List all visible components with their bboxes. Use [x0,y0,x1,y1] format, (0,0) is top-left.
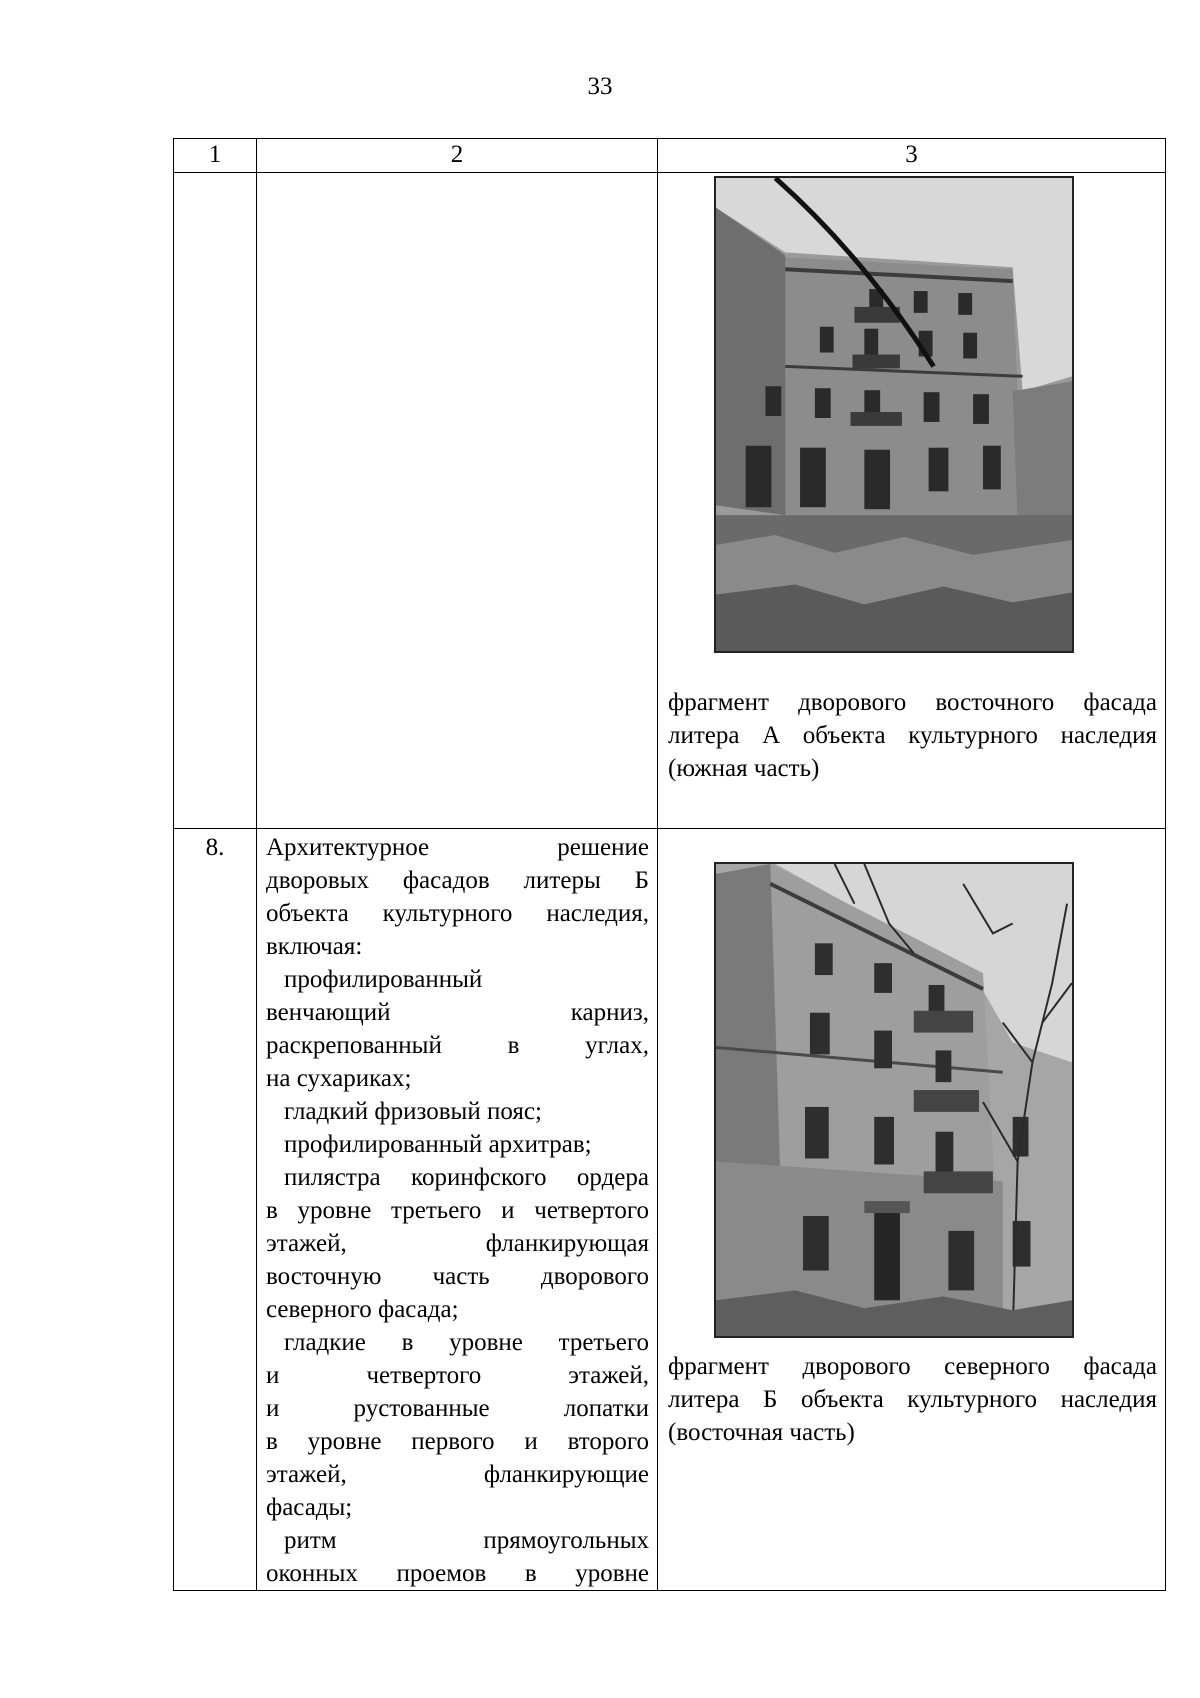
description-line: и четвертого этажей, [266,1362,649,1389]
caption-line: фрагмент дворового восточного фасада [668,689,1157,716]
description-line: в уровне первого и второго [266,1428,649,1455]
description-line: и рустованные лопатки [266,1395,649,1422]
page-number: 33 [587,73,613,100]
description-line: включая: [266,933,363,960]
photo-caption [668,1350,1157,1449]
description-line: Архитектурное решение [266,834,649,861]
table-row [174,829,1166,1591]
description-line: гладкий фризовый пояс; [284,1098,542,1125]
description-line: объекта культурного наследия, [266,900,649,927]
description-line: северного фасада; [266,1296,459,1323]
header-col-1: 1 [174,139,257,173]
description-line: венчающий карниз, [266,999,649,1026]
photo-cell [658,829,1166,1591]
facade-photo-litera-a [714,176,1074,653]
number-cell-empty [174,173,257,829]
caption-line: фрагмент дворового северного фасада [668,1353,1157,1380]
description-line: этажей, фланкирующие [266,1461,649,1488]
description-line: на сухариках; [266,1065,412,1092]
description-line: фасады; [266,1494,353,1521]
description-line: оконных проемов в уровне [266,1560,649,1587]
description-line: профилированный [284,966,483,993]
photo-cell [658,173,1166,829]
description-line: ритм прямоугольных [284,1527,649,1554]
table-row [174,173,1166,829]
description-line: дворовых фасадов литеры Б [266,867,649,894]
row-number: 8. [174,829,257,1591]
table-header-row [174,139,1166,173]
caption-line: литера Б объекта культурного наследия [668,1386,1157,1413]
caption-line: литера А объекта культурного наследия [668,722,1157,749]
description-cell-empty [257,173,658,829]
heritage-table [173,138,1166,1591]
description-line: пилястра коринфского ордера [284,1164,649,1191]
description-line: восточную часть дворового [266,1263,649,1290]
caption-line: (южная часть) [668,755,820,782]
header-col-2: 2 [257,139,658,173]
facade-photo-litera-b [714,862,1074,1338]
description-cell [257,829,658,1591]
description-line: в уровне третьего и четвертого [266,1197,649,1224]
description-line: профилированный архитрав; [284,1131,592,1158]
photo-caption [668,686,1157,785]
caption-line: (восточная часть) [668,1419,855,1446]
description-line: этажей, фланкирующая [266,1230,649,1257]
description-line: гладкие в уровне третьего [284,1329,649,1356]
description-line: раскрепованный в углах, [266,1032,649,1059]
header-col-3: 3 [658,139,1166,173]
